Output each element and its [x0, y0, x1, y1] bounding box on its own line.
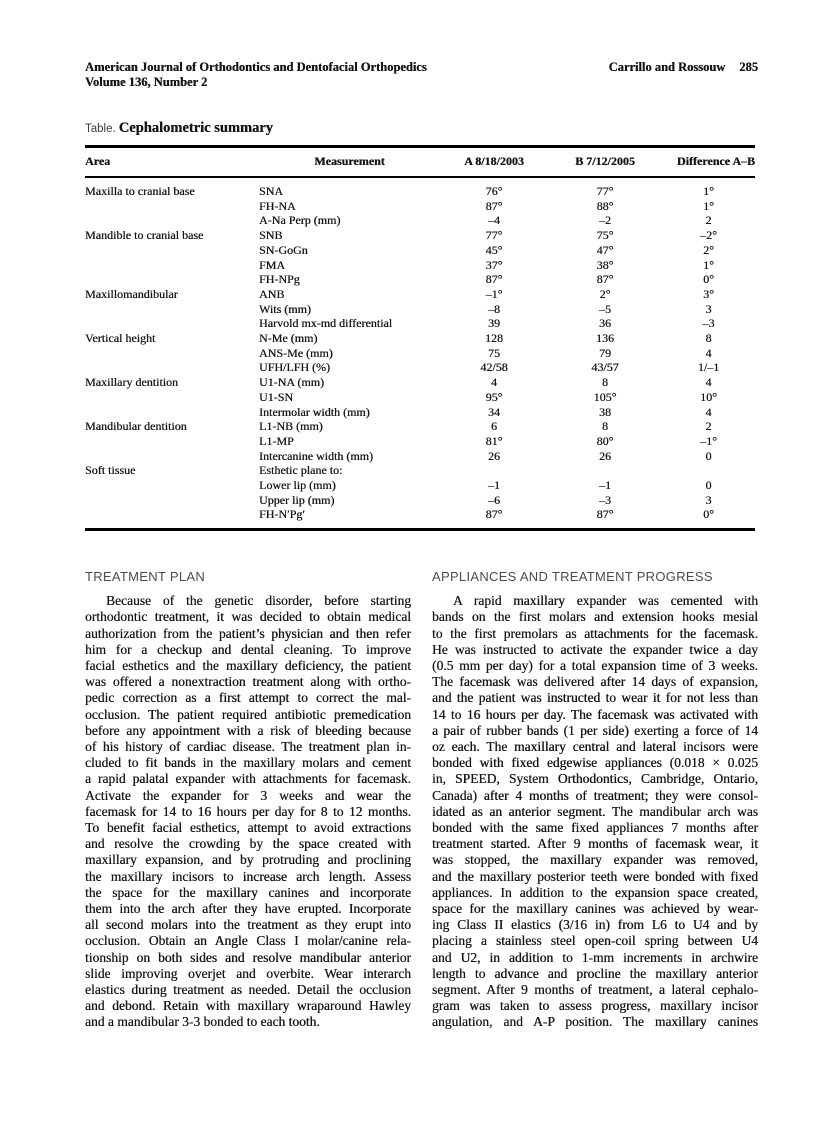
table-cell: U1-SN [259, 389, 294, 404]
body-text-line: orthodontic treatment, it was decided to obtain medical [85, 609, 411, 625]
body-text-line: occlusion. The patient required antibiotic premedication [85, 706, 411, 722]
table-cell: 47° [596, 242, 614, 257]
journal-title: American Journal of Orthodontics and Dentofacial Orthopedics [85, 60, 427, 74]
body-text-line: a pair of rubber bands (1 per side) exerting a force of 14 [432, 722, 758, 738]
table-cell [662, 463, 755, 478]
table-row [85, 331, 755, 346]
table-cell: 75 [488, 345, 500, 360]
table-cell: –6 [488, 492, 500, 507]
body-text-line: gram was taken to assess progress, maxillary incisor [432, 998, 758, 1014]
running-header [85, 60, 758, 90]
table-cell: –2 [599, 213, 611, 228]
table-cell: 42/58 [480, 360, 508, 375]
table-cell: 75° [596, 228, 614, 243]
table-body [85, 177, 755, 530]
right-column [432, 569, 758, 1030]
body-columns [85, 569, 758, 1030]
table-row [85, 463, 755, 478]
body-text-line: and U2, in addition to 1-mm increments in archwire [432, 949, 758, 965]
body-text-line: and the maxillary posterior teeth were bonded with fixed [432, 868, 758, 884]
table-row [85, 272, 755, 287]
body-text-line: idated as an anterior segment. The mandibular arch was [432, 803, 758, 819]
table-cell: 87° [596, 272, 614, 287]
table-cell: 34 [488, 404, 500, 419]
table-row [85, 390, 755, 405]
table-cell: 4 [705, 375, 712, 390]
body-text-line: them into the arch after they have erupted. Incorporate [85, 901, 411, 917]
body-text-line: was stopped, the maxillary expander was removed, [432, 852, 758, 868]
table-cell: L1-NB (mm) [259, 419, 323, 434]
table-header [85, 147, 755, 178]
table-row [85, 449, 755, 464]
column-header-a-date: A 8/18/2003 [440, 147, 548, 178]
table-label: Table. [85, 123, 116, 135]
table-cell [85, 493, 259, 508]
table-cell: 1° [703, 257, 714, 272]
table-row [85, 434, 755, 449]
table-cell: –1 [599, 478, 611, 493]
table-cell: 3 [705, 301, 712, 316]
table-row [85, 478, 755, 493]
table-cell: 8 [705, 331, 712, 346]
journal-volume: Volume 136, Number 2 [85, 75, 208, 89]
table-cell [85, 346, 259, 361]
table-cell [440, 463, 548, 478]
table-cell: 10° [700, 389, 717, 404]
table-cell: 81° [485, 433, 503, 448]
table-cell: 87° [596, 507, 614, 522]
table-cell: –3 [599, 492, 611, 507]
table-cell: 38 [599, 404, 611, 419]
column-header-area: Area [85, 147, 259, 178]
table-cell: L1-MP [259, 433, 294, 448]
table-cell: A-Na Perp (mm) [259, 213, 341, 228]
table-cell: Maxillomandibular [85, 286, 178, 301]
table-cell: 39 [488, 316, 500, 331]
table-cell: 1° [703, 198, 714, 213]
table-cell: Lower lip (mm) [259, 478, 336, 493]
table-row [85, 360, 755, 375]
table-cell: –1° [700, 433, 717, 448]
table-cell: 3 [705, 492, 712, 507]
table-cell: 76° [485, 184, 503, 198]
body-text-line: bands on the first molars and extension hooks mesial [432, 609, 758, 625]
table-cell: –5 [599, 301, 611, 316]
body-text-line: Activate the expander for 3 weeks and wear the [85, 787, 411, 803]
table-cell: 1° [703, 184, 714, 198]
table-cell: 88° [596, 198, 614, 213]
body-text-line: and the patient was instructed to wear it for not less than [432, 690, 758, 706]
table-row [85, 316, 755, 331]
table-cell: Vertical height [85, 331, 156, 346]
body-text-line: Because of the genetic disorder, before starting [106, 593, 411, 609]
body-text-line: elastics during treatment as needed. Detail the occlusion [85, 982, 411, 998]
body-text-line: maxillary expansion, and by protruding and proclining [85, 852, 411, 868]
body-text-line: To benefit facial esthetics, attempt to avoid extractions [85, 820, 411, 836]
author-names: Carrillo and Rossouw [608, 60, 726, 74]
body-text-line: (0.5 mm per day) for a total expansion time of 3 weeks. [432, 657, 758, 673]
table-cell [85, 434, 259, 449]
table-cell: 3° [703, 286, 714, 301]
table-row [85, 375, 755, 390]
table-row [85, 302, 755, 317]
treatment-plan-paragraph [85, 593, 411, 1030]
table-cell: 105° [593, 389, 617, 404]
body-text-line: Canada) after 4 months of treatment; they were consol- [432, 787, 758, 803]
table-cell [85, 199, 259, 214]
table-cell: Soft tissue [85, 463, 136, 478]
table-cell: 0 [705, 448, 712, 463]
table-cell: Esthetic plane to: [259, 463, 343, 478]
body-text-line: the space for the maxillary canines and incorporate [85, 884, 411, 900]
table-cell [85, 272, 259, 287]
table-cell: 26 [488, 448, 500, 463]
body-text-line: 14 to 16 hours per day. The facemask was activated with [432, 706, 758, 722]
page-number: 285 [739, 60, 758, 74]
table-cell: SNA [259, 184, 284, 198]
body-text-line: treatment started. After 9 months of facemask wear, it [432, 836, 758, 852]
table-cell [85, 478, 259, 493]
body-text-line: before any appointment with a risk of bleeding because [85, 722, 411, 738]
table-cell: FH-NA [259, 198, 296, 213]
table-cell [85, 449, 259, 464]
body-text-line: pedic correction as a first attempt to correct the mal- [85, 690, 411, 706]
table-cell: 0° [703, 272, 714, 287]
body-text-line: and resolve the crowding by the space created with [85, 836, 411, 852]
table-cell: 87° [485, 507, 503, 522]
table-cell [85, 213, 259, 228]
body-text-line: was offered a nonextraction treatment along with ortho- [85, 674, 411, 690]
cephalometric-table [85, 145, 755, 531]
table-row [85, 228, 755, 243]
table-cell: 26 [599, 448, 611, 463]
table-cell: 1/–1 [697, 360, 720, 375]
table-cell: 43/57 [591, 360, 619, 375]
body-text-line: facial esthetics and the maxillary deficiency, the patient [85, 657, 411, 673]
table-row [85, 199, 755, 214]
table-cell: 2 [705, 419, 712, 434]
table-cell: Harvold mx-md differential [259, 316, 393, 331]
table-row [85, 346, 755, 361]
table-cell: –8 [488, 301, 500, 316]
body-text-line: segment. After 9 months of treatment, a lateral cephalo- [432, 982, 758, 998]
column-header-difference: Difference A–B [662, 147, 755, 178]
table-cell: –1 [488, 478, 500, 493]
table-row [85, 507, 755, 529]
table-cell: Mandibular dentition [85, 419, 187, 434]
body-text-line: space for the maxillary canines was achieved by wear- [432, 901, 758, 917]
journal-info [85, 60, 427, 90]
body-text-line: ing Class II elastics (3/16 in) from L6 to U4 and by [432, 917, 758, 933]
table-cell [85, 258, 259, 273]
table-cell: 4 [491, 375, 497, 390]
section-heading-treatment-plan: TREATMENT PLAN [85, 569, 206, 585]
table-cell [85, 316, 259, 331]
table-cell: Intercanine width (mm) [259, 448, 373, 463]
table-cell: 45° [485, 242, 503, 257]
section-heading-appliances: APPLIANCES AND TREATMENT PROGRESS [432, 569, 713, 585]
table-cell: Mandible to cranial base [85, 228, 204, 243]
table-cell: 87° [485, 198, 503, 213]
body-text-line: oz each. The maxillary central and lateral incisors were [432, 739, 758, 754]
table-header-row [85, 147, 755, 178]
running-head-right [609, 60, 758, 75]
table-cell [85, 390, 259, 405]
table-row [85, 243, 755, 258]
table-cell: SNB [259, 228, 283, 243]
table-cell: 0° [703, 507, 714, 522]
column-header-measurement: Measurement [259, 147, 440, 178]
left-column [85, 569, 411, 1030]
table-cell: 4 [705, 404, 712, 419]
body-text-line: authorization from the patient’s physician and then refer [85, 625, 411, 641]
table-row [85, 258, 755, 273]
body-text-line: all second molars into the treatment as they erupt into [85, 917, 411, 933]
table-row [85, 287, 755, 302]
body-text-line: angulation, and A-P position. The maxillary canines [432, 1014, 758, 1030]
table-cell: ANB [259, 286, 285, 301]
table-cell: ANS-Me (mm) [259, 345, 333, 360]
body-text-line: the maxillary incisors to increase arch length. Assess [85, 868, 411, 884]
body-text-line: bonded with the same fixed appliances 7 months after [432, 820, 758, 836]
table-cell: 77° [485, 228, 503, 243]
table-cell: Wits (mm) [259, 301, 311, 316]
table-cell: 6 [491, 419, 497, 434]
body-text-line: cluded to fit bands in the maxillary molars and cement [85, 755, 411, 771]
body-text-line: A rapid maxillary expander was cemented with [453, 593, 758, 609]
table-cell: U1-NA (mm) [259, 375, 324, 390]
table-cell: 37° [485, 257, 503, 272]
body-text-line: and debond. Retain with maxillary wraparound Hawley [85, 998, 411, 1014]
table-cell: UFH/LFH (%) [259, 360, 330, 375]
table-cell: 2 [705, 213, 712, 228]
table-cell: 95° [485, 389, 503, 404]
table-cell: 136 [596, 331, 614, 346]
body-text-line: placing a stainless steel open-coil spring between U4 [432, 933, 758, 949]
table-cell: 4 [705, 345, 712, 360]
table-cell: Maxillary dentition [85, 375, 178, 390]
table-cell [85, 405, 259, 420]
body-text-line: appliances. In addition to the expansion space created, [432, 884, 758, 900]
table-cell: 8 [602, 419, 608, 434]
table-cell: 79 [599, 345, 611, 360]
table-cell: 77° [596, 184, 614, 198]
table-cell: 128 [485, 331, 503, 346]
body-text-line: The facemask was delivered after 14 days of expansion, [432, 674, 758, 690]
body-text-line: tionship on both sides and resolve mandibular anterior [85, 949, 411, 965]
body-text-line: a rapid palatal expander with attachments for facemask. [85, 771, 411, 787]
table-row [85, 493, 755, 508]
table-cell: 80° [596, 433, 614, 448]
table-cell: –2° [700, 228, 717, 243]
table-cell: FH-N′Pg′ [259, 507, 305, 522]
table-cell: Intermolar width (mm) [259, 404, 370, 419]
table-cell [85, 302, 259, 317]
body-text-line: to the first premolars as attachments for the facemask. [432, 625, 758, 641]
table-cell: 0 [705, 478, 712, 493]
body-text-line: in, SPEED, System Orthodontics, Cambridge, Ontario, [432, 771, 758, 787]
table-row [85, 213, 755, 228]
table-caption [85, 119, 758, 138]
table-cell [548, 463, 662, 478]
table-cell: FH-NPg [259, 272, 300, 287]
table-cell: –1° [485, 286, 503, 301]
body-text-line: facemask for 14 to 16 hours per day for 8 to 12 months. [85, 803, 411, 819]
table-cell: 2° [703, 242, 714, 257]
table-cell: FMA [259, 257, 286, 272]
table-cell: 8 [602, 375, 608, 390]
table-cell: 36 [599, 316, 611, 331]
table-cell: –4 [488, 213, 500, 228]
table-cell: Maxilla to cranial base [85, 184, 195, 198]
table-cell [85, 360, 259, 375]
body-text-line: bonded with fixed edgewise appliances (0.018 × 0.025 [432, 755, 758, 771]
table-cell [85, 507, 259, 529]
table-title: Cephalometric summary [118, 120, 273, 136]
body-text-line: He was instructed to activate the expander twice a day [432, 641, 758, 657]
table-cell: Upper lip (mm) [259, 492, 335, 507]
appliances-paragraph [432, 593, 758, 1030]
body-text-line: length to advance and procline the maxillary anterior [432, 965, 758, 981]
body-text-line: and a mandibular 3-3 bonded to each tooth. [85, 1014, 320, 1030]
table-cell: SN-GoGn [259, 242, 308, 257]
table-cell: 87° [485, 272, 503, 287]
body-text-line: of his history of cardiac disease. The treatment plan in- [85, 739, 411, 754]
body-text-line: slide improving overjet and overbite. Wear interarch [85, 965, 411, 981]
table-cell [85, 243, 259, 258]
table-cell: –3 [702, 316, 715, 331]
table-row [85, 405, 755, 420]
column-header-b-date: B 7/12/2005 [548, 147, 662, 178]
table-row [85, 177, 755, 199]
table-cell: 38° [596, 257, 614, 272]
table-row [85, 419, 755, 434]
body-text-line: him for a checkup and dental cleaning. To improve [85, 641, 411, 657]
table-cell: 2° [599, 286, 611, 301]
table-cell: N-Me (mm) [259, 331, 318, 346]
body-text-line: occlusion. Obtain an Angle Class I molar/canine rela- [85, 933, 411, 949]
